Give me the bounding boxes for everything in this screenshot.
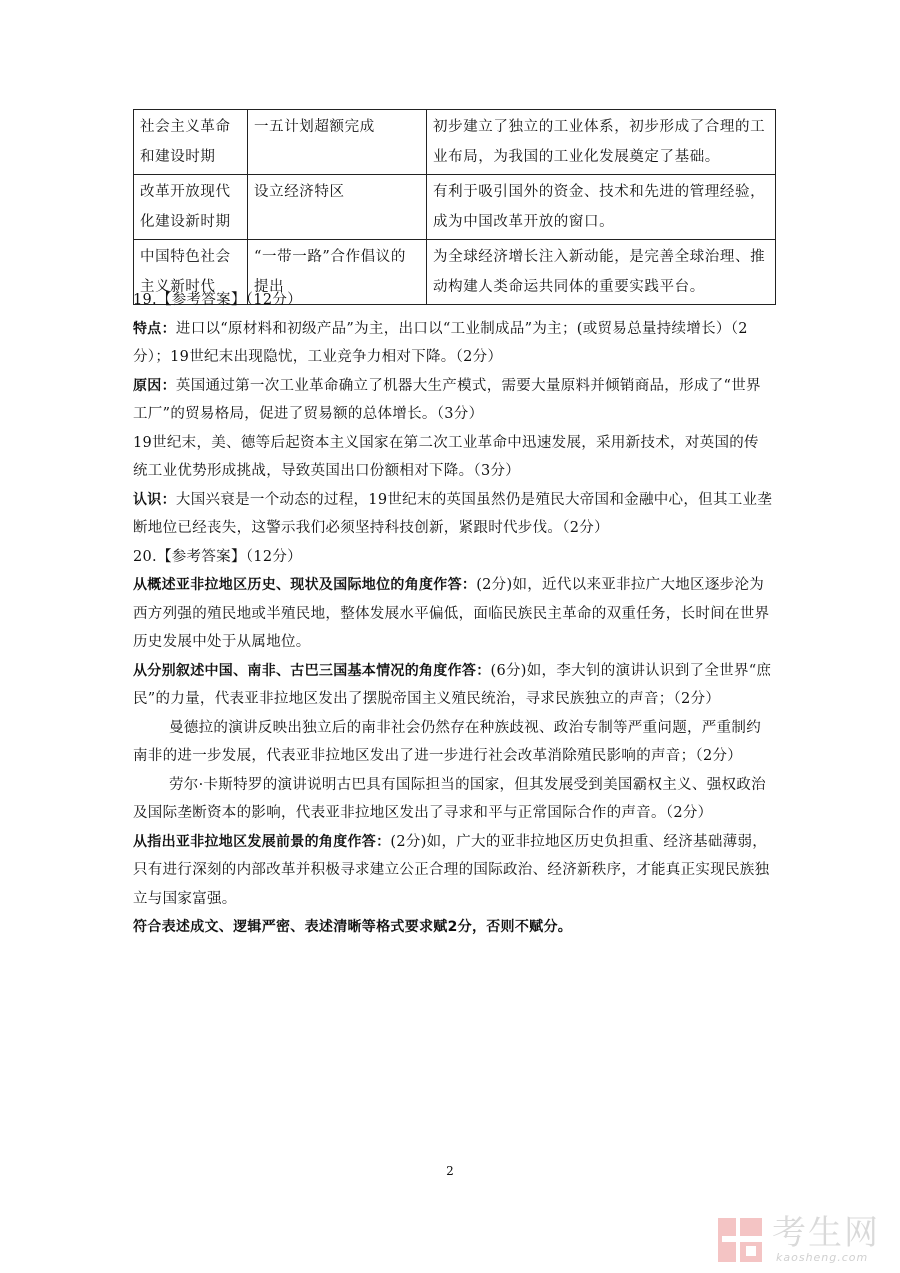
q19-insight-label: 认识： xyxy=(133,491,176,508)
q20-para-4: 劳尔·卡斯特罗的演讲说明古巴具有国际担当的国家，但其发展受到美国霸权主义、强权政治及国际垄断资本的影响，代表亚非拉地区发出了寻求和平与正常国际合作的声音。（2分） xyxy=(133,776,766,821)
table-cell-event: “一带一路”合作倡议的提出 xyxy=(248,240,427,305)
q19-heading: 19.【参考答案】（12分） xyxy=(133,292,302,308)
q20-para-1-text: (2分)如，近代以来亚非拉广大地区逐步沦为西方列强的殖民地或半殖民地，整体发展水平偏低，面临民族民主革命的双重任务，长时间在世界历史发展中处于从属地位。 xyxy=(133,577,770,650)
q20-para-5-label: 从指出亚非拉地区发展前景的角度作答： xyxy=(133,833,391,850)
table-cell-significance: 有利于吸引国外的资金、技术和先进的管理经验，成为中国改革开放的窗口。 xyxy=(427,175,776,240)
q19-insight xyxy=(133,486,773,543)
table-cell-event: 一五计划超额完成 xyxy=(248,110,427,175)
q19-reason-label: 原因： xyxy=(133,377,176,394)
table-cell-event: 设立经济特区 xyxy=(248,175,427,240)
answer-body xyxy=(133,286,773,942)
q19-feature-label: 特点： xyxy=(133,320,176,337)
kaosheng-logo-icon xyxy=(716,1216,764,1264)
q19-reason-2: 19世纪末，美、德等后起资本主义国家在第二次工业革命中迅速发展，采用新技术，对英国的传统工业优势形成挑战，导致英国出口份额相对下降。（3分） xyxy=(133,434,759,479)
q19-insight-text: 大国兴衰是一个动态的过程，19世纪末的英国虽然仍是殖民大帝国和金融中心，但其工业垄断地位已经丧失，这警示我们必须坚持科技创新，紧跟时代步伐。（2分） xyxy=(133,491,773,536)
q20-heading: 20.【参考答案】（12分） xyxy=(133,548,302,565)
q20-para-2 xyxy=(133,657,773,714)
q20-para-5 xyxy=(133,828,773,914)
q20-para-1 xyxy=(133,571,773,657)
q20-para-3: 曼德拉的演讲反映出独立后的南非社会仍然存在种族歧视、政治专制等严重问题，严重制约南非的进一步发展，代表亚非拉地区发出了进一步进行社会改革消除殖民影响的声音；（2分） xyxy=(133,719,761,764)
q19-reason-text: 英国通过第一次工业革命确立了机器大生产模式，需要大量原料并倾销商品，形成了“世界工厂”的贸易格局，促进了贸易额的总体增长。（3分） xyxy=(133,377,761,422)
table-cell-period: 改革开放现代化建设新时期 xyxy=(134,175,248,240)
table-row xyxy=(134,175,776,240)
q19-feature-text: 进口以“原材料和初级产品”为主，出口以“工业制成品”为主；(或贸易总量持续增长）（2分）；19世纪末出现隐忧，工业竞争力相对下降。（2分） xyxy=(133,320,748,365)
q19-reason xyxy=(133,372,773,429)
q20-para-2-text: (6分)如，李大钊的演讲认识到了全世界“庶民”的力量，代表亚非拉地区发出了摆脱帝国主义殖民统治，寻求民族独立的声音；（2分） xyxy=(133,662,772,707)
q20-para-1-label: 从概述亚非拉地区历史、现状及国际地位的角度作答： xyxy=(133,577,477,593)
table-cell-significance: 初步建立了独立的工业体系，初步形成了合理的工业布局，为我国的工业化发展奠定了基础。 xyxy=(427,110,776,175)
table-cell-period: 中国特色社会主义新时代 xyxy=(134,240,248,305)
history-table xyxy=(133,109,776,305)
q20-para-5-text: (2分)如，广大的亚非拉地区历史负担重、经济基础薄弱，只有进行深刻的内部改革并积极寻求建立公正合理的国际政治、经济新秩序，才能真正实现民族独立与国家富强。 xyxy=(133,833,770,907)
q20-para-2-label: 从分别叙述中国、南非、古巴三国基本情况的角度作答： xyxy=(133,662,491,679)
watermark-url: kaosheng.com xyxy=(776,1251,869,1264)
table-cell-period: 社会主义革命和建设时期 xyxy=(134,110,248,175)
table-row xyxy=(134,110,776,175)
watermark xyxy=(716,1214,888,1266)
table-cell-significance: 为全球经济增长注入新动能，是完善全球治理、推动构建人类命运共同体的重要实践平台。 xyxy=(427,240,776,305)
q20-scoring-note: 符合表述成文、逻辑严密、表述清晰等格式要求赋2分，否则不赋分。 xyxy=(133,919,573,935)
page-number: 2 xyxy=(446,1164,454,1178)
watermark-name: 考生网 xyxy=(772,1213,880,1253)
q19-feature xyxy=(133,315,773,372)
